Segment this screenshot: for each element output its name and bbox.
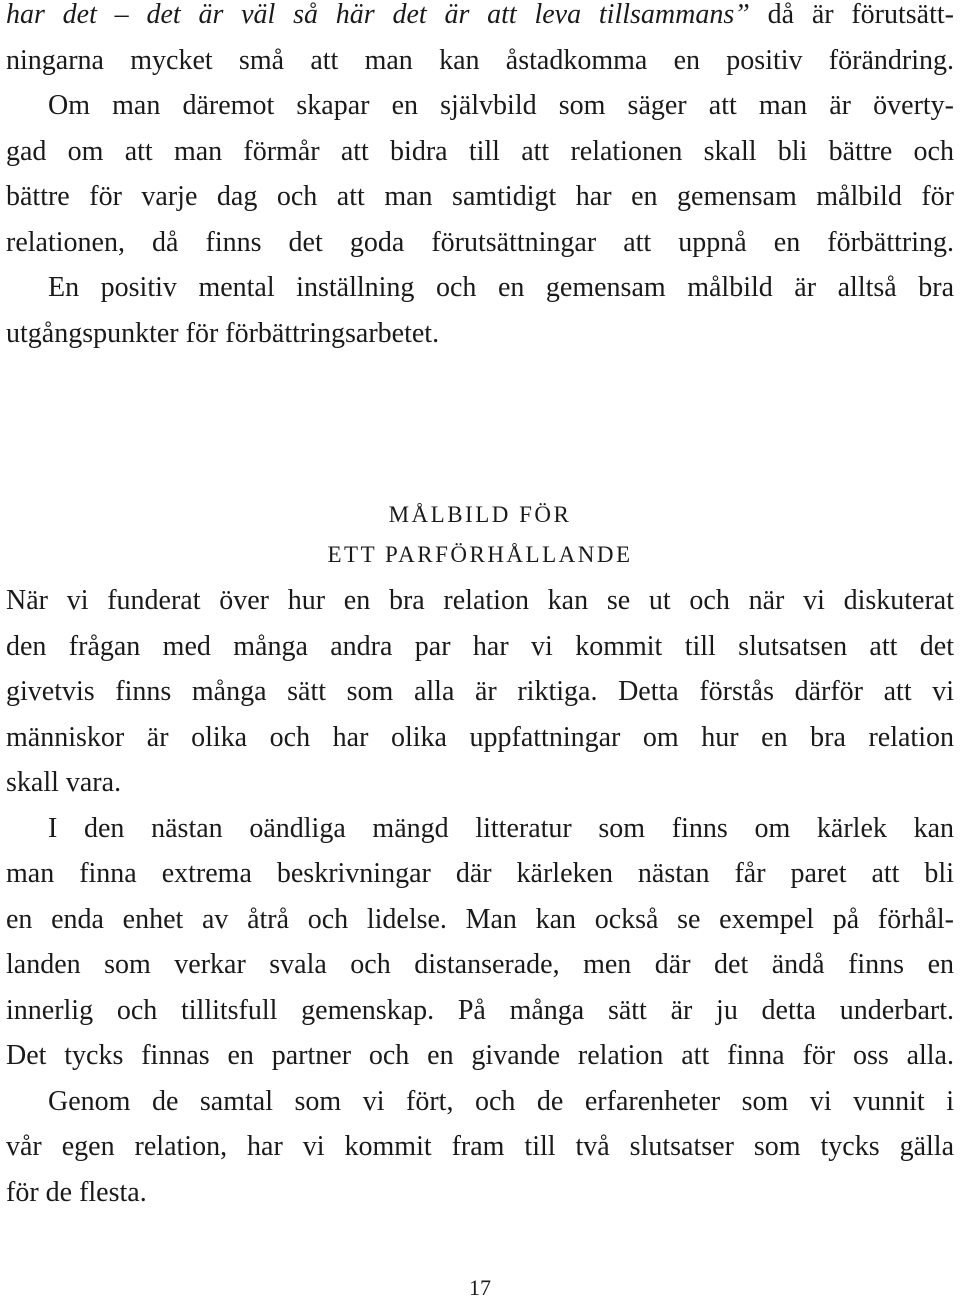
paragraph-line: utgångspunkter för förbättringsarbetet.: [6, 317, 440, 349]
paragraph-line: bättre för varje dag och att man samtidigt har en gemensam målbild för: [6, 181, 954, 212]
paragraph-line: ningarna mycket små att man kan åstadkomma en positiv förändring.: [6, 44, 954, 76]
paragraph-line: En positiv mental inställning och en gemensam målbild är alltså bra: [48, 272, 954, 303]
paragraph-line: givetvis finns många sätt som alla är riktiga. Detta förstås därför att vi: [6, 676, 954, 707]
page-number: 17: [469, 1275, 491, 1300]
paragraph-line: människor är olika och har olika uppfattningar om hur en bra relation: [6, 721, 954, 753]
section-heading-line-1: MÅLBILD FÖR: [388, 502, 572, 527]
paragraph-line: Om man däremot skapar en självbild som säger att man är överty-: [48, 90, 954, 121]
paragraph-line: Det tycks finnas en partner och en givande relation att finna för oss alla.: [6, 1040, 954, 1071]
paragraph-line: gad om att man förmår att bidra till att relationen skall bli bättre och: [6, 135, 954, 167]
paragraph-line: en enda enhet av åtrå och lidelse. Man kan också se exempel på förhål-: [6, 903, 954, 935]
section-body: [6, 578, 954, 1215]
paragraph-line: När vi funderat över hur en bra relation kan se ut och när vi diskuterat: [6, 585, 954, 616]
paragraph-line: innerlig och tillitsfull gemenskap. På många sätt är ju detta underbart.: [6, 994, 954, 1026]
paragraph-line: relationen, då finns det goda förutsättningar att uppnå en förbättring.: [6, 226, 954, 258]
paragraph-line: [6, 0, 954, 38]
section-heading-line-2: ETT PARFÖRHÅLLANDE: [327, 542, 633, 567]
paragraph-line: I den nästan oändliga mängd litteratur som finns om kärlek kan: [48, 812, 954, 844]
paragraph-line: landen som verkar svala och distanserade, men där det ändå finns en: [6, 949, 954, 980]
paragraph-line: vår egen relation, har vi kommit fram till två slutsatser som tycks gälla: [6, 1131, 954, 1162]
paragraph-line: man finna extrema beskrivningar där kärleken nästan får paret att bli: [6, 858, 954, 889]
italic-quote: har det – det är väl så här det är att leva tillsammans”: [6, 0, 750, 30]
paragraph-line: för de flesta.: [6, 1176, 147, 1208]
paragraph-line: skall vara.: [6, 767, 122, 798]
paragraph-line: den frågan med många andra par har vi kommit till slutsatsen att det: [6, 630, 954, 662]
top-paragraph: [6, 0, 954, 356]
paragraph-line: Genom de samtal som vi fört, och de erfarenheter som vi vunnit i: [48, 1085, 954, 1117]
line-continuation: då är förutsätt-: [749, 0, 954, 30]
